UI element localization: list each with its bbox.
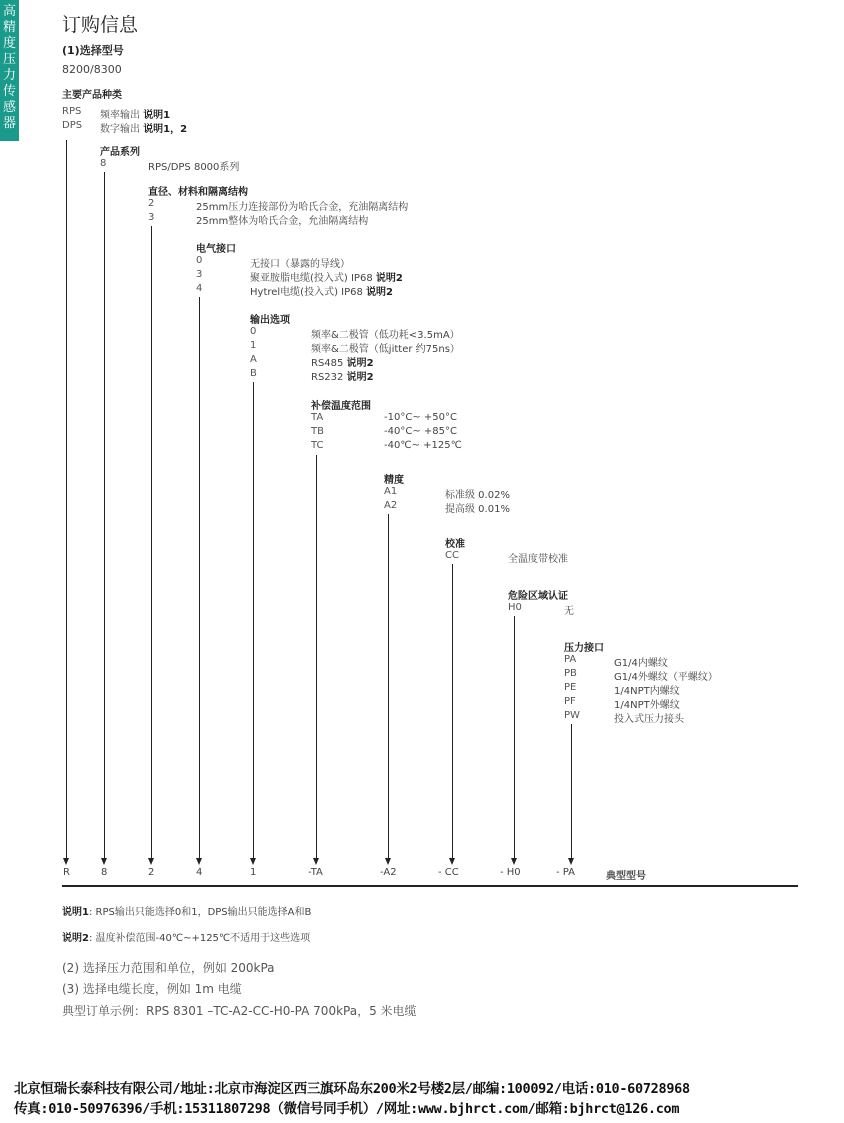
typical-model-label: 典型型号: [606, 871, 646, 882]
output-desc: 频率&二极管（低jitter 约75ns）: [311, 344, 460, 355]
output-code: B: [250, 368, 257, 379]
electrical-code: 3: [196, 269, 203, 280]
temp-desc: -40°C~ +85°C: [384, 426, 457, 437]
typical-code: - CC: [438, 867, 459, 878]
pressure-port-desc: G1/4外螺纹（平螺纹）: [614, 672, 718, 683]
hazard-desc: 无: [564, 606, 574, 617]
accuracy-header: 精度: [384, 475, 404, 486]
arrow-down-icon: [196, 858, 202, 865]
side-tab-char: 器: [2, 116, 16, 131]
type-code: RPS: [62, 106, 82, 117]
accuracy-desc: 提高级 0.01%: [445, 504, 510, 515]
temp-code: TC: [311, 440, 324, 451]
temp-code: TB: [311, 426, 324, 437]
connector-line: [253, 382, 254, 860]
calibration-header: 校准: [445, 539, 465, 550]
side-tab: [0, 0, 19, 141]
side-tab-char: 高: [2, 4, 16, 19]
typical-code: R: [63, 867, 70, 878]
electrical-desc: Hytrel电缆(投入式) IP68 说明2: [250, 287, 394, 298]
hazard-code: H0: [508, 602, 522, 613]
temp-desc: -40℃~ +125℃: [384, 440, 462, 451]
arrow-down-icon: [250, 858, 256, 865]
diameter-desc: 25mm压力连接部份为哈氏合金，充油隔离结构: [196, 202, 409, 213]
temp-header: 补偿温度范围: [311, 401, 371, 412]
output-header: 输出选项: [250, 315, 290, 326]
pressure-port-desc: G1/4内螺纹: [614, 658, 668, 669]
pressure-port-code: PB: [564, 668, 577, 679]
note-1: 说明1: RPS输出只能选择0和1，DPS输出只能选择A和B: [62, 907, 312, 918]
connector-line: [199, 297, 200, 860]
pressure-port-desc: 1/4NPT外螺纹: [614, 700, 680, 711]
diameter-code: 2: [148, 198, 155, 209]
calibration-desc: 全温度带校准: [508, 554, 568, 565]
main-types-header: 主要产品种类: [62, 90, 122, 101]
step3: (3) 选择电缆长度，例如 1m 电缆: [62, 982, 242, 996]
arrow-down-icon: [313, 858, 319, 865]
typical-code: - PA: [556, 867, 576, 878]
accuracy-desc: 标准级 0.02%: [445, 490, 510, 501]
temp-desc: -10°C~ +50°C: [384, 412, 457, 423]
electrical-code: 4: [196, 283, 203, 294]
page-title: 订购信息: [62, 14, 139, 36]
typical-code: 8: [101, 867, 108, 878]
pressure-port-code: PE: [564, 682, 577, 693]
arrow-down-icon: [385, 858, 391, 865]
temp-code: TA: [311, 412, 324, 423]
diameter-header: 直径、材料和隔离结构: [148, 187, 248, 198]
pressure-port-code: PF: [564, 696, 576, 707]
model-numbers: 8200/8300: [62, 63, 122, 76]
diameter-code: 3: [148, 212, 155, 223]
divider: [62, 885, 798, 887]
connector-line: [316, 455, 317, 860]
typical-code: 1: [250, 867, 257, 878]
footer-line-2: 传真:010-50976396/手机:15311807298（微信号同手机）/网址:www.bjhrct.com/邮箱:bjhrct@126.com: [14, 1101, 680, 1117]
typical-code: 2: [148, 867, 155, 878]
side-tab-char: 力: [2, 68, 16, 83]
electrical-header: 电气接口: [196, 244, 236, 255]
output-code: A: [250, 354, 257, 365]
pressure-port-code: PW: [564, 710, 580, 721]
connector-line: [151, 226, 152, 860]
output-desc: 频率&二极管（低功耗<3.5mA）: [311, 330, 460, 341]
pressure-port-desc: 1/4NPT内螺纹: [614, 686, 680, 697]
series-header: 产品系列: [100, 147, 140, 158]
arrow-down-icon: [568, 858, 574, 865]
arrow-down-icon: [511, 858, 517, 865]
step2: (2) 选择压力范围和单位，例如 200kPa: [62, 961, 275, 975]
arrow-down-icon: [63, 858, 69, 865]
accuracy-code: A1: [384, 486, 398, 497]
order-example: 典型订单示例：RPS 8301 –TC-A2-CC-H0-PA 700kPa，5 米电缆: [62, 1004, 417, 1018]
pressure-port-code: PA: [564, 654, 577, 665]
output-desc: RS232 说明2: [311, 372, 374, 383]
step1-heading: (1)选择型号: [62, 44, 124, 57]
connector-line: [514, 616, 515, 860]
series-code: 8: [100, 158, 107, 169]
connector-line: [66, 140, 67, 860]
electrical-desc: 聚亚胺脂电缆(投入式) IP68 说明2: [250, 273, 403, 284]
side-tab-char: 压: [2, 52, 16, 67]
type-code: DPS: [62, 120, 83, 131]
type-desc: 频率输出 说明1: [100, 110, 171, 121]
accuracy-code: A2: [384, 500, 398, 511]
connector-line: [104, 172, 105, 860]
typical-code: -TA: [308, 867, 323, 878]
arrow-down-icon: [148, 858, 154, 865]
typical-code: 4: [196, 867, 203, 878]
typical-code: - H0: [500, 867, 521, 878]
typical-code: -A2: [380, 867, 397, 878]
hazard-header: 危险区域认证: [508, 591, 568, 602]
side-tab-char: 感: [2, 100, 16, 115]
pressure-port-desc: 投入式压力接头: [614, 714, 684, 725]
connector-line: [571, 724, 572, 860]
side-tab-char: 传: [2, 84, 16, 99]
connector-line: [452, 564, 453, 860]
side-tab-char: 度: [2, 36, 16, 51]
calibration-code: CC: [445, 550, 459, 561]
footer-line-1: 北京恒瑞长泰科技有限公司/地址:北京市海淀区西三旗环岛东200米2号楼2层/邮编:100092/电话:010-60728968: [14, 1081, 690, 1097]
connector-line: [388, 514, 389, 860]
arrow-down-icon: [449, 858, 455, 865]
output-code: 0: [250, 326, 257, 337]
output-code: 1: [250, 340, 257, 351]
electrical-code: 0: [196, 255, 203, 266]
type-desc: 数字输出 说明1，2: [100, 124, 188, 135]
diameter-desc: 25mm整体为哈氏合金，允油隔离结构: [196, 216, 369, 227]
note-2: 说明2: 温度补偿范围-40℃~+125℃不适用于这些选项: [62, 933, 311, 944]
electrical-desc: 无接口（暴露的导线）: [250, 259, 350, 270]
series-desc: RPS/DPS 8000系列: [148, 162, 240, 173]
output-desc: RS485 说明2: [311, 358, 374, 369]
pressure-port-header: 压力接口: [564, 643, 604, 654]
side-tab-char: 精: [2, 20, 16, 35]
arrow-down-icon: [101, 858, 107, 865]
